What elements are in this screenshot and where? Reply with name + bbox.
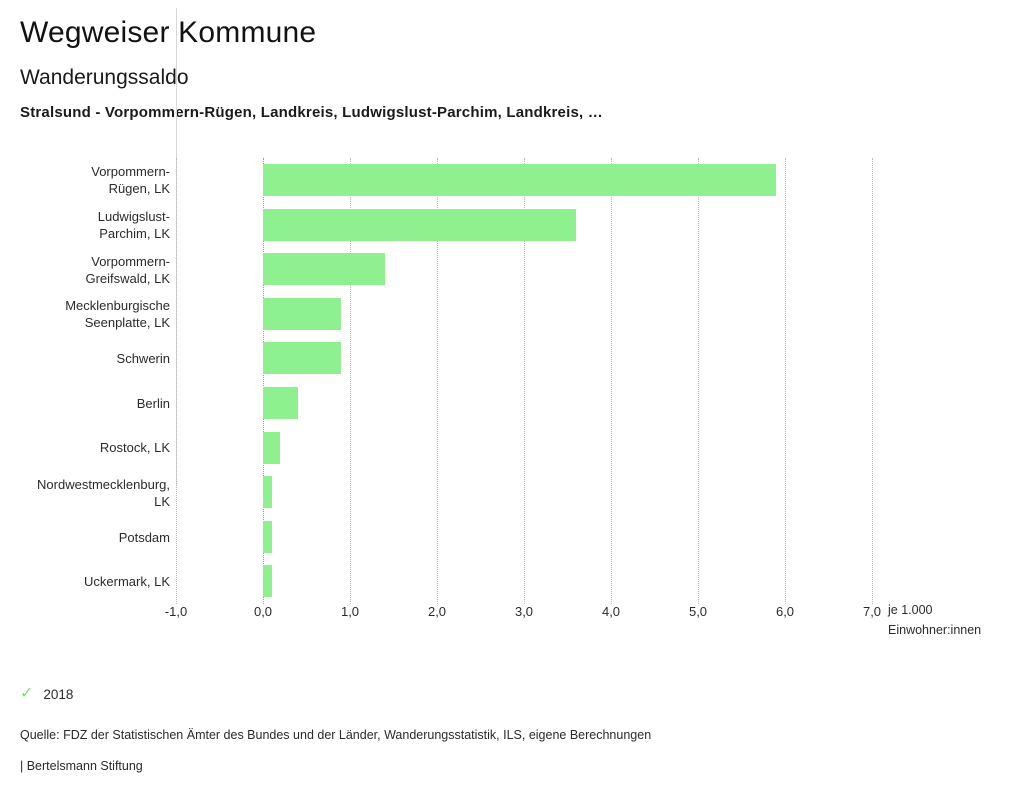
bar-row[interactable]	[176, 158, 872, 203]
bar-row[interactable]	[176, 336, 872, 381]
bar-row[interactable]	[176, 515, 872, 560]
region-selection-label: Stralsund - Vorpommern-Rügen, Landkreis, Ludwigslust-Parchim, Landkreis, …	[20, 104, 603, 121]
chart-subtitle: Wanderungssaldo	[20, 66, 189, 89]
category-label-line: Vorpommern-	[91, 164, 170, 180]
x-tick-label: 4,0	[601, 604, 621, 619]
page-title: Wegweiser Kommune	[20, 16, 317, 49]
x-tick-label: 7,0	[862, 604, 882, 619]
category-label-line: Uckermark, LK	[84, 574, 170, 590]
gridline	[872, 158, 873, 604]
bar[interactable]	[263, 209, 576, 241]
x-tick-label: 3,0	[514, 604, 534, 619]
bars-container	[176, 158, 872, 604]
category-label-line: Parchim, LK	[99, 225, 170, 241]
bar-row[interactable]	[176, 292, 872, 337]
category-label-line: Berlin	[136, 395, 170, 411]
x-tick-label: 1,0	[340, 604, 360, 619]
category-label-line: Vorpommern-	[91, 253, 170, 269]
plot-area	[176, 158, 872, 636]
category-label-line: Nordwestmecklenburg,	[37, 476, 170, 492]
source-note: Quelle: FDZ der Statistischen Ämter des Bundes und der Länder, Wanderungsstatistik, ILS, eigene Berechnungen	[20, 728, 652, 742]
legend[interactable]	[20, 686, 73, 702]
bar-row[interactable]	[176, 470, 872, 515]
category-label-line: Schwerin	[116, 351, 170, 367]
bar-row[interactable]	[176, 203, 872, 248]
category-label-line: Greifswald, LK	[85, 270, 170, 286]
bar-row[interactable]	[176, 381, 872, 426]
bar[interactable]	[263, 342, 341, 374]
category-label-line: Seenplatte, LK	[84, 315, 170, 331]
bar[interactable]	[263, 476, 272, 508]
bar[interactable]	[263, 521, 272, 553]
category-label-line: LK	[154, 493, 170, 509]
category-label-line: Mecklenburgische	[65, 298, 170, 314]
bar[interactable]	[263, 298, 341, 330]
x-tick-label: 2,0	[427, 604, 447, 619]
bar[interactable]	[263, 253, 385, 285]
chart-area	[0, 150, 1024, 640]
bar-row[interactable]	[176, 559, 872, 604]
category-label-line: Rügen, LK	[108, 181, 170, 197]
axis-unit-label	[888, 600, 1018, 640]
brand-note: | Bertelsmann Stiftung	[20, 759, 143, 773]
bar[interactable]	[263, 432, 280, 464]
bar-row[interactable]	[176, 426, 872, 471]
legend-label-year: 2018	[43, 686, 74, 702]
x-axis-ticks	[164, 604, 896, 628]
x-tick-label: 6,0	[775, 604, 795, 619]
check-icon: ✓	[20, 685, 34, 702]
bar[interactable]	[263, 387, 298, 419]
bar-row[interactable]	[176, 247, 872, 292]
x-tick-label: 0,0	[253, 604, 273, 619]
axis-unit-line1: je 1.000	[888, 603, 933, 617]
bar[interactable]	[263, 164, 776, 196]
bar[interactable]	[263, 565, 272, 597]
axis-unit-line2: Einwohner:innen	[888, 623, 982, 637]
category-label-line: Ludwigslust-	[97, 208, 170, 224]
x-tick-label: -1,0	[164, 604, 188, 619]
category-label-line: Rostock, LK	[99, 440, 170, 456]
category-label-line: Potsdam	[118, 529, 170, 545]
x-tick-label: 5,0	[688, 604, 708, 619]
